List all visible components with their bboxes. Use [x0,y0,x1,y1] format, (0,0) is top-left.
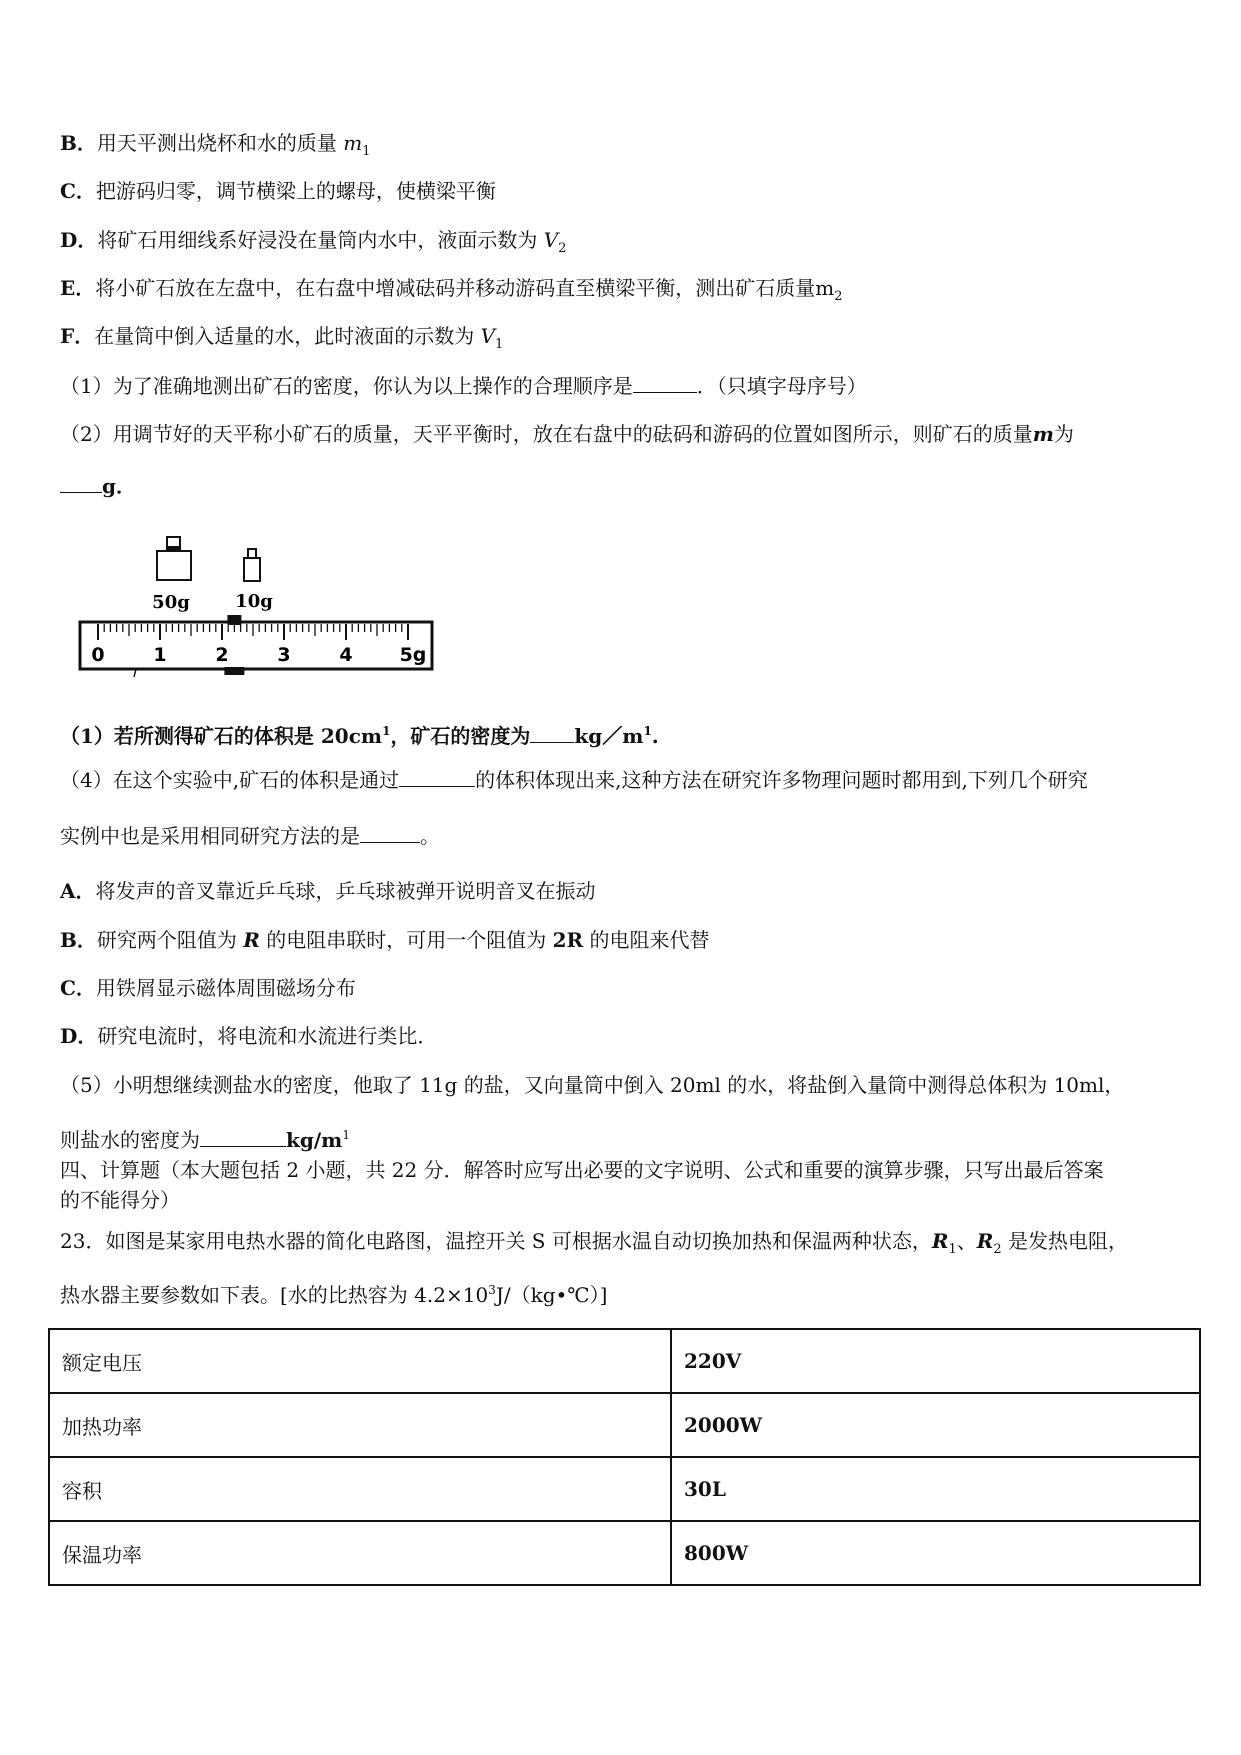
table-cell-value: 800W [671,1521,1200,1585]
table-cell-label: 加热功率 [49,1393,671,1457]
question-1: （1）为了准确地测出矿石的密度，你认为以上操作的合理顺序是 ．（只填字母序号） [60,374,867,398]
answer-blank [399,766,475,787]
table-row [49,1393,1200,1457]
table-row [49,1521,1200,1585]
section-4-heading-line-2: 的不能得分） [60,1188,180,1212]
option-b: B．研究两个阻值为 R 的电阻串联时，可用一个阻值为 2R 的电阻来代替 [60,928,710,952]
scale-label: 0 [91,644,105,666]
step-b: B．用天平测出烧杯和水的质量 $m_1$ [60,131,371,159]
table-cell-value: 220V [671,1329,1200,1393]
question-5-line-2: 则盐水的密度为 $kg/m^1$ [60,1128,350,1152]
weight-10g-icon [244,549,260,581]
question-23: 23．如图是某家用电热水器的简化电路图，温控开关 S 可根据水温自动切换加热和保温两种状态，$R_1$、$R_2$ 是发热电阻， [60,1229,1129,1257]
rider-marker-bottom [224,667,244,675]
table-row [49,1457,1200,1521]
step-c: C．把游码归零，调节横梁上的螺母，使横梁平衡 [60,179,496,203]
weight-label: 50g [152,592,190,613]
balance-figure [78,525,448,685]
question-23-line-2: 热水器主要参数如下表。[水的比热容为 $4.2\times 10^3J/(kg•℃)$] [60,1283,608,1307]
question-2-answer-line: g． [60,472,136,499]
rider-marker-top [227,615,241,625]
option-d: D．研究电流时，将电流和水流进行类比． [60,1024,438,1048]
question-4: （4）在这个实验中,矿石的体积是通过 的体积体现出来,这种方法在研究许多物理问题时都用到,下列几个研究 [60,768,1088,792]
section-4-heading: 四、计算题（本大题包括 2 小题，共 22 分．解答时应写出必要的文字说明、公式和重要的演算步骤，只写出最后答案 [60,1158,1104,1182]
option-a: A．将发声的音叉靠近乒乓球，乒乓球被弹开说明音叉在振动 [60,879,596,903]
rider-scale [80,615,432,677]
table-cell-value: 2000W [671,1393,1200,1457]
step-e: E．将小矿石放在左盘中，在右盘中增减砝码并移动游码直至横梁平衡，测出矿石质量$m_2$ [60,276,843,304]
scale-ticks [98,624,408,640]
table-cell-label: 容积 [49,1457,671,1521]
question-3: （1）若所测得矿石的体积是 $20cm^1$，矿石的密度为 $kg/m^1$. [60,724,659,748]
table-cell-value: 30L [671,1457,1200,1521]
answer-blank [200,1126,286,1147]
answer-blank [530,722,574,743]
answer-blank [360,822,420,843]
weight-label: 10g [235,591,273,612]
question-4-line-2: 实例中也是采用相同研究方法的是 。 [60,824,440,848]
scale-label: 1 [153,644,167,666]
table-row [49,1329,1200,1393]
answer-blank [60,472,102,493]
step-f: F．在量筒中倒入适量的水，此时液面的示数为 $V_1$ [60,324,504,352]
weight-50g-icon [157,537,191,580]
question-5: （5）小明想继续测盐水的密度，他取了 11g 的盐，又向量筒中倒入 20ml 的水，将盐倒入量筒中测得总体积为 10ml， [60,1073,1125,1097]
answer-blank [633,372,697,393]
question-2: （2）用调节好的天平称小矿石的质量，天平平衡时，放在右盘中的砝码和游码的位置如图所示，则矿石的质量m为 [60,422,1074,446]
scale-label: 5g [399,644,427,666]
scale-label: 3 [277,644,291,666]
option-c: C．用铁屑显示磁体周围磁场分布 [60,976,356,1000]
step-d: D．将矿石用细线系好浸没在量筒内水中，液面示数为 $V_2$ [60,228,567,256]
table-cell-label: 保温功率 [49,1521,671,1585]
table-cell-label: 额定电压 [49,1329,671,1393]
scale-label: 2 [215,644,229,666]
heater-parameters-table [48,1328,1201,1586]
scale-label: 4 [339,644,353,666]
